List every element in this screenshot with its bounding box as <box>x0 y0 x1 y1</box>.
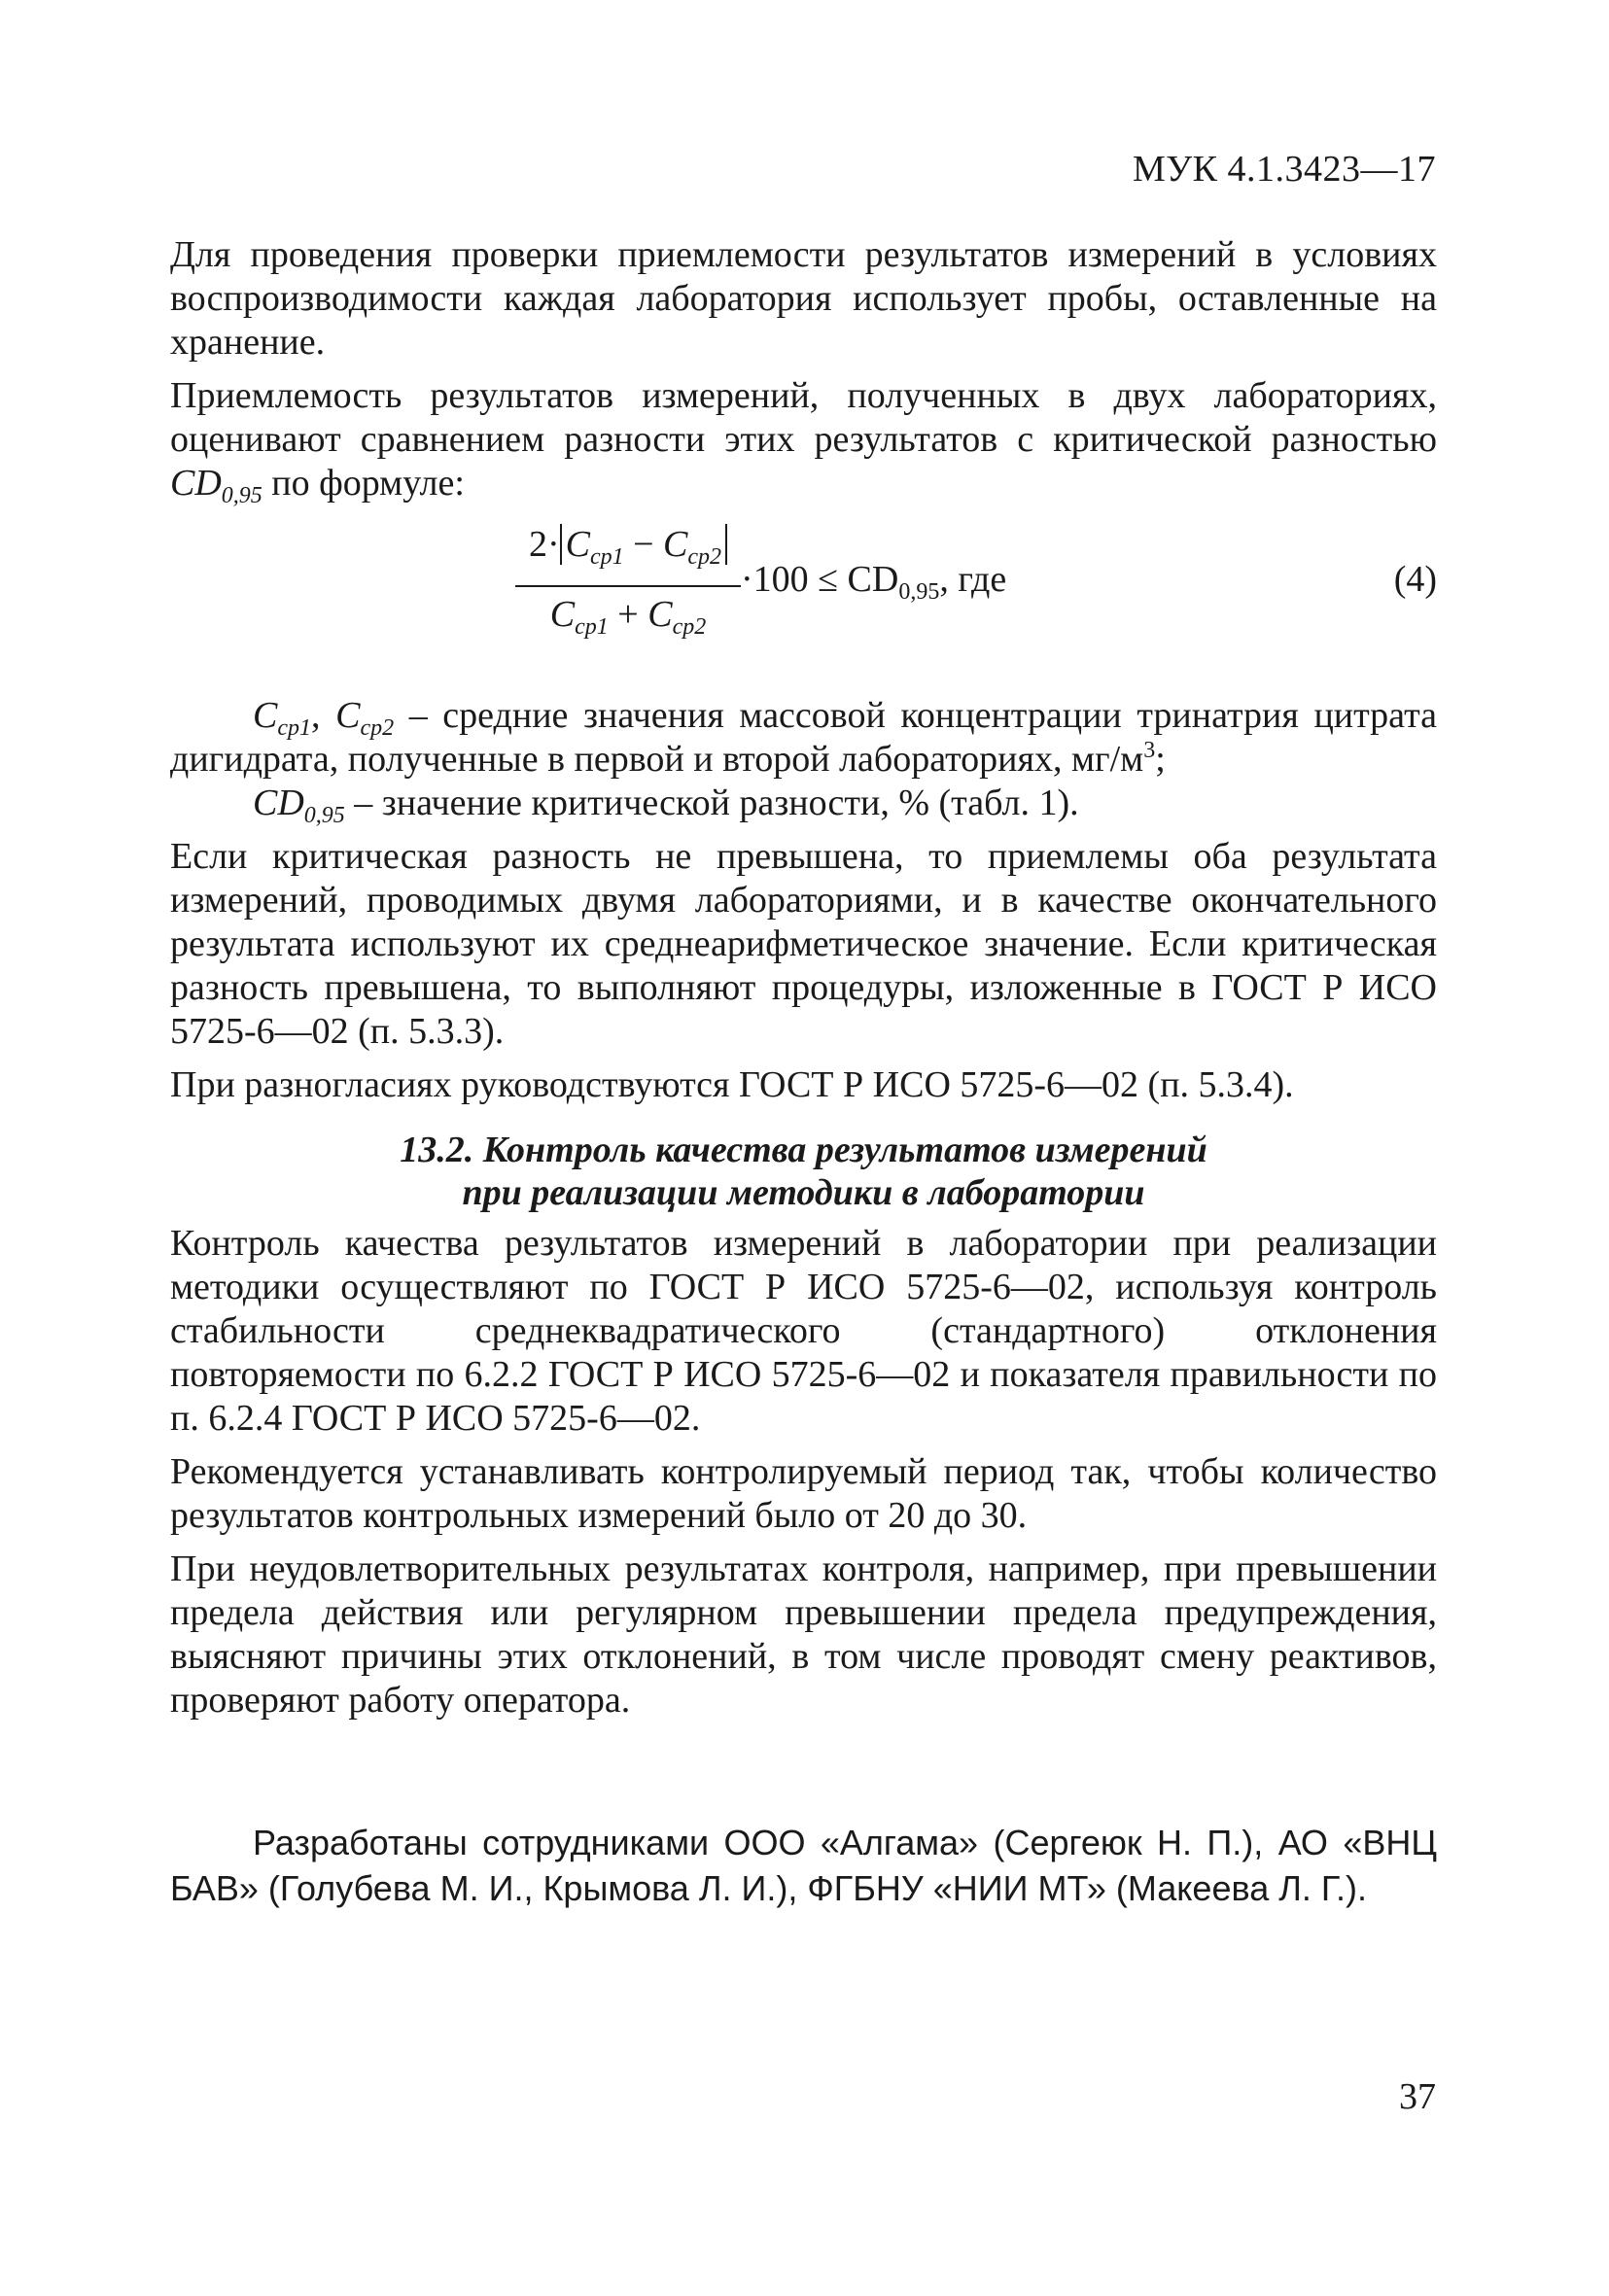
section-heading-13-2 <box>170 1129 1437 1214</box>
credits-developers: Разработаны сотрудниками ООО «Алгама» (Сергеюк Н. П.), АО «ВНЦ БАВ» (Голубева М. И., Крымова Л. И.), ФГБНУ «НИИ МТ» (Макеева Л. Г.). <box>170 1823 1437 1908</box>
paragraph-text: Приемлемость результатов измерений, полученных в двух лабораториях, оценивают сравнением разности этих результатов с критической разностью <box>170 375 1437 460</box>
paragraph-reproducibility-check <box>170 233 1437 365</box>
heading-line: при реализации методики в лаборатории <box>462 1172 1145 1213</box>
heading-line: 13.2. Контроль качества результатов измерений <box>400 1130 1207 1170</box>
definition-cd: $CD_{0,95}$ – значение критической разности, % (табл. 1). <box>253 783 1079 828</box>
paragraph-acceptability <box>170 374 1437 508</box>
document-code-header: МУК 4.1.3423—17 <box>1132 149 1436 190</box>
paragraph-control-period: Рекомендуется устанавливать контролируемый период так, чтобы количество результатов контрольных измерений было от 20 до 30. <box>170 1451 1437 1536</box>
fraction-bar <box>515 585 741 587</box>
definition-c-values: $C_{cp1}$, $C_{cp2}$ – средние значения массовой концентрации тринатрия цитрата дигидрата, полученные в первой и второй лабораториях, $мг/м^3$; <box>170 695 1438 780</box>
page-number: 37 <box>1399 2076 1436 2117</box>
page-body <box>170 233 1437 1911</box>
formula-fraction <box>515 515 741 649</box>
paragraph-text: по формуле: <box>262 463 465 504</box>
paragraph-critical-difference: Если критическая разность не превышена, то приемлемы оба результата измерений, проводимых двумя лабораториями, и в качестве окончательного результата используют их среднеарифметическое значение. Если критическая разность превышена, то выполняют процедуры, изложенные в ГОСТ Р ИСО 5725-6—02 (п. 5.3.3). <box>170 836 1437 1052</box>
formula-tail: $\cdot 100 \le CD_{0,95}$, где <box>741 559 1007 605</box>
paragraph-disagreements: При разногласиях руководствуются ГОСТ Р ИСО 5725-6—02 (п. 5.3.4). <box>170 1064 1294 1105</box>
paragraph-quality-control: Контроль качества результатов измерений в лаборатории при реализации методики осуществляют по ГОСТ Р ИСО 5725-6—02, используя контроль стабильности среднеквадратического (стандартного) отклонения повторяемости по 6.2.2 ГОСТ Р ИСО 5725-6—02 и показателя правильности по п. 6.2.4 ГОСТ Р ИСО 5725-6—02. <box>170 1223 1437 1439</box>
formula-denominator: $C_{ср1} + C_{ср2}$ <box>549 594 707 640</box>
formula-number: (4) <box>1393 559 1437 600</box>
paragraph-text: Для проведения проверки приемлемости результатов измерений в условиях воспроизводимости каждая лаборатория использует пробы, оставленные на хранение. <box>170 234 1437 363</box>
formula-4 <box>170 515 1437 680</box>
formula-numerator: $2\cdot C_{ср1} - C_{ср2}$ <box>515 515 741 579</box>
cd-symbol: $CD_{0,95}$ <box>170 463 262 508</box>
paragraph-unsatisfactory-results: При неудовлетворительных результатах контроля, например, при превышении предела действия или регулярном превышении предела предупреждения, выясняют причины этих отклонений, в том числе проводят смену реактивов, проверяют работу оператора. <box>170 1548 1437 1721</box>
